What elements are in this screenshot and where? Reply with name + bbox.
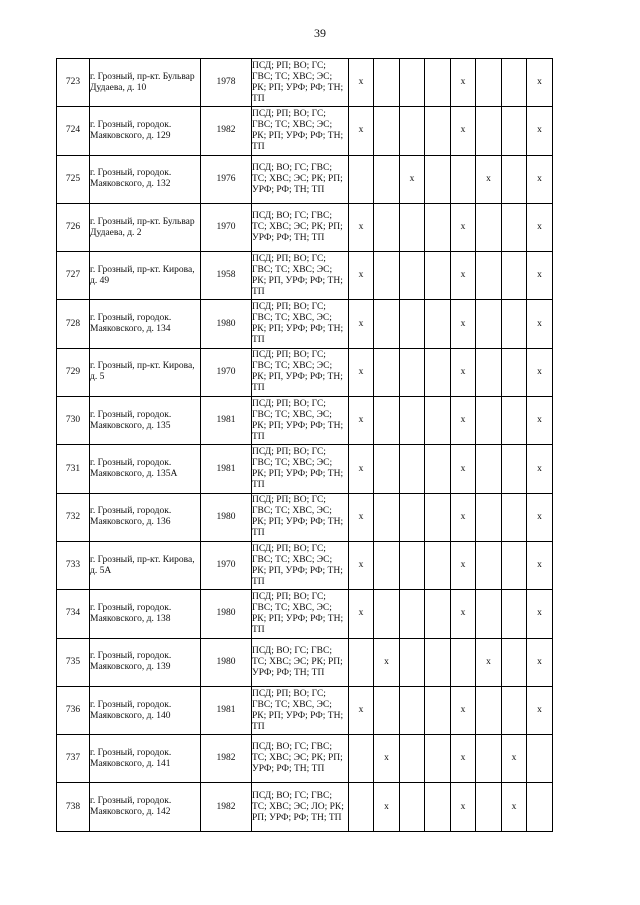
work-type-mark-cell [476,735,502,783]
services-list-cell: ПСД; РП; ВО; ГС; ГВС; ТС; ХВС, ЭС; РК; РП; УРФ; РФ; ТН; ТП [252,493,349,541]
work-type-mark-cell [400,348,425,396]
services-list-cell: ПСД; РП; ВО; ГС; ГВС; ТС; ХВС, ЭС; РК; РП; УРФ; РФ; ТН; ТП [252,686,349,734]
address-cell: г. Грозный, городок. Маяковского, д. 132 [90,155,201,203]
address-cell: г. Грозный, пр-кт. Кирова, д. 5А [90,541,201,589]
work-type-mark-cell: х [349,59,374,107]
work-type-mark-cell [527,735,553,783]
work-type-mark-cell [425,686,451,734]
table-row [57,638,553,686]
work-type-mark-cell [502,397,527,445]
work-type-mark-cell [502,638,527,686]
work-type-mark-cell [502,59,527,107]
row-number-cell: 726 [57,203,90,251]
table-row [57,493,553,541]
row-number-cell: 727 [57,252,90,300]
work-type-mark-cell: х [527,348,553,396]
year-built-cell: 1980 [201,590,252,638]
work-type-mark-cell [400,735,425,783]
work-type-mark-cell [527,783,553,831]
work-type-mark-cell [400,638,425,686]
work-type-mark-cell: х [527,541,553,589]
row-number-cell: 732 [57,493,90,541]
table-row [57,107,553,155]
year-built-cell: 1981 [201,397,252,445]
work-type-mark-cell [400,783,425,831]
address-cell: г. Грозный, городок. Маяковского, д. 140 [90,686,201,734]
work-type-mark-cell: х [451,541,476,589]
work-type-mark-cell [374,348,400,396]
year-built-cell: 1958 [201,252,252,300]
work-type-mark-cell: х [476,155,502,203]
table-row [57,541,553,589]
work-type-mark-cell [451,638,476,686]
work-type-mark-cell [476,397,502,445]
work-type-mark-cell [476,348,502,396]
work-type-mark-cell: х [374,783,400,831]
row-number-cell: 735 [57,638,90,686]
work-type-mark-cell: х [451,397,476,445]
building-registry-table [56,58,553,832]
services-list-cell: ПСД; ВО; ГС; ГВС; ТС; ХВС; ЭС; РК; РП; УРФ; РФ; ТН; ТП [252,735,349,783]
work-type-mark-cell: х [527,638,553,686]
work-type-mark-cell: х [527,590,553,638]
services-list-cell: ПСД; РП; ВО; ГС; ГВС; ТС; ХВС, ЭС; РК; РП; УРФ; РФ; ТН; ТП [252,397,349,445]
work-type-mark-cell: х [349,590,374,638]
work-type-mark-cell [374,686,400,734]
work-type-mark-cell [476,252,502,300]
work-type-mark-cell: х [451,59,476,107]
services-list-cell: ПСД; ВО; ГС; ГВС; ТС; ХВС; ЭС; РК; РП; УРФ; РФ; ТН; ТП [252,638,349,686]
work-type-mark-cell [502,252,527,300]
work-type-mark-cell: х [349,445,374,493]
work-type-mark-cell: х [349,493,374,541]
services-list-cell: ПСД; ВО; ГС; ГВС; ТС; ХВС; ЭС; РК; РП; УРФ; РФ; ТН; ТП [252,203,349,251]
year-built-cell: 1970 [201,541,252,589]
work-type-mark-cell: х [476,638,502,686]
year-built-cell: 1978 [201,59,252,107]
year-built-cell: 1982 [201,107,252,155]
work-type-mark-cell [425,155,451,203]
work-type-mark-cell [425,59,451,107]
row-number-cell: 728 [57,300,90,348]
work-type-mark-cell [374,203,400,251]
work-type-mark-cell: х [527,252,553,300]
row-number-cell: 723 [57,59,90,107]
work-type-mark-cell: х [349,348,374,396]
row-number-cell: 734 [57,590,90,638]
work-type-mark-cell: х [374,735,400,783]
year-built-cell: 1980 [201,300,252,348]
work-type-mark-cell [425,300,451,348]
work-type-mark-cell [502,541,527,589]
work-type-mark-cell [349,638,374,686]
work-type-mark-cell [476,300,502,348]
row-number-cell: 733 [57,541,90,589]
work-type-mark-cell: х [527,203,553,251]
work-type-mark-cell [374,107,400,155]
work-type-mark-cell [374,493,400,541]
work-type-mark-cell [425,397,451,445]
work-type-mark-cell [502,445,527,493]
services-list-cell: ПСД; РП; ВО; ГС; ГВС; ТС; ХВС; ЭС; РК; РП, УРФ; РФ; ТН; ТП [252,541,349,589]
year-built-cell: 1976 [201,155,252,203]
year-built-cell: 1970 [201,348,252,396]
table-row [57,783,553,831]
work-type-mark-cell: х [451,783,476,831]
services-list-cell: ПСД; РП; ВО; ГС; ГВС; ТС; ХВС, ЭС; РК; РП; УРФ; РФ; ТН; ТП [252,300,349,348]
work-type-mark-cell [400,445,425,493]
work-type-mark-cell [502,203,527,251]
work-type-mark-cell: х [451,300,476,348]
work-type-mark-cell [502,300,527,348]
work-type-mark-cell: х [451,348,476,396]
work-type-mark-cell: х [451,203,476,251]
work-type-mark-cell [374,300,400,348]
work-type-mark-cell: х [451,107,476,155]
work-type-mark-cell [476,107,502,155]
work-type-mark-cell [476,203,502,251]
work-type-mark-cell [374,541,400,589]
work-type-mark-cell: х [400,155,425,203]
address-cell: г. Грозный, городок. Маяковского, д. 134 [90,300,201,348]
year-built-cell: 1982 [201,783,252,831]
row-number-cell: 737 [57,735,90,783]
work-type-mark-cell [374,445,400,493]
year-built-cell: 1980 [201,638,252,686]
year-built-cell: 1970 [201,203,252,251]
row-number-cell: 731 [57,445,90,493]
work-type-mark-cell: х [349,107,374,155]
services-list-cell: ПСД; РП; ВО; ГС; ГВС; ТС; ХВС; ЭС; РК; РП, УРФ; РФ; ТН; ТП [252,348,349,396]
work-type-mark-cell [400,397,425,445]
table-row [57,348,553,396]
services-list-cell: ПСД; РП; ВО; ГС; ГВС; ТС; ХВС, ЭС; РК; РП; УРФ; РФ; ТН; ТП [252,590,349,638]
services-list-cell: ПСД; РП; ВО; ГС; ГВС; ТС; ХВС; ЭС; РК; РП, УРФ; РФ; ТН; ТП [252,252,349,300]
work-type-mark-cell: х [527,300,553,348]
work-type-mark-cell: х [451,493,476,541]
work-type-mark-cell [400,541,425,589]
year-built-cell: 1981 [201,445,252,493]
work-type-mark-cell [374,397,400,445]
address-cell: г. Грозный, пр-кт. Кирова, д. 49 [90,252,201,300]
work-type-mark-cell [425,107,451,155]
address-cell: г. Грозный, пр-кт. Бульвар Дудаева, д. 10 [90,59,201,107]
work-type-mark-cell [425,541,451,589]
row-number-cell: 725 [57,155,90,203]
work-type-mark-cell [400,203,425,251]
work-type-mark-cell: х [527,493,553,541]
row-number-cell: 730 [57,397,90,445]
work-type-mark-cell [400,590,425,638]
work-type-mark-cell [502,686,527,734]
table-row [57,155,553,203]
work-type-mark-cell [425,638,451,686]
table-row [57,397,553,445]
address-cell: г. Грозный, городок. Маяковского, д. 138 [90,590,201,638]
work-type-mark-cell: х [451,252,476,300]
work-type-mark-cell [400,252,425,300]
table-row [57,203,553,251]
work-type-mark-cell [425,590,451,638]
work-type-mark-cell: х [349,541,374,589]
work-type-mark-cell [400,493,425,541]
work-type-mark-cell: х [527,155,553,203]
work-type-mark-cell: х [527,445,553,493]
work-type-mark-cell: х [451,590,476,638]
work-type-mark-cell [374,252,400,300]
work-type-mark-cell: х [527,107,553,155]
work-type-mark-cell: х [349,203,374,251]
address-cell: г. Грозный, городок. Маяковского, д. 135 [90,397,201,445]
work-type-mark-cell [400,686,425,734]
services-list-cell: ПСД; РП; ВО; ГС; ГВС; ТС; ХВС; ЭС; РК; РП; УРФ; РФ; ТН; ТП [252,445,349,493]
table-row [57,59,553,107]
work-type-mark-cell [425,493,451,541]
work-type-mark-cell: х [527,59,553,107]
year-built-cell: 1982 [201,735,252,783]
table-row [57,252,553,300]
work-type-mark-cell: х [451,735,476,783]
row-number-cell: 736 [57,686,90,734]
table-row [57,735,553,783]
work-type-mark-cell [451,155,476,203]
work-type-mark-cell [400,107,425,155]
year-built-cell: 1981 [201,686,252,734]
work-type-mark-cell: х [349,252,374,300]
address-cell: г. Грозный, городок. Маяковского, д. 142 [90,783,201,831]
work-type-mark-cell [476,59,502,107]
work-type-mark-cell [374,590,400,638]
address-cell: г. Грозный, пр-кт. Кирова, д. 5 [90,348,201,396]
work-type-mark-cell [502,590,527,638]
work-type-mark-cell: х [451,445,476,493]
work-type-mark-cell [502,493,527,541]
work-type-mark-cell [502,348,527,396]
row-number-cell: 724 [57,107,90,155]
work-type-mark-cell [476,686,502,734]
services-list-cell: ПСД; РП; ВО; ГС; ГВС; ТС; ХВС; ЭС; РК; РП; УРФ; РФ; ТН; ТП [252,59,349,107]
work-type-mark-cell: х [349,300,374,348]
work-type-mark-cell [502,155,527,203]
work-type-mark-cell [476,541,502,589]
work-type-mark-cell [425,445,451,493]
work-type-mark-cell [349,783,374,831]
work-type-mark-cell [502,107,527,155]
row-number-cell: 729 [57,348,90,396]
work-type-mark-cell: х [451,686,476,734]
services-list-cell: ПСД; РП; ВО; ГС; ГВС; ТС; ХВС; ЭС; РК; РП; УРФ; РФ; ТН; ТП [252,107,349,155]
table-row [57,686,553,734]
work-type-mark-cell [476,590,502,638]
work-type-mark-cell [476,445,502,493]
work-type-mark-cell [425,203,451,251]
work-type-mark-cell [400,59,425,107]
address-cell: г. Грозный, городок. Маяковского, д. 139 [90,638,201,686]
address-cell: г. Грозный, городок. Маяковского, д. 136 [90,493,201,541]
table-row [57,445,553,493]
work-type-mark-cell [374,155,400,203]
work-type-mark-cell: х [502,735,527,783]
address-cell: г. Грозный, городок. Маяковского, д. 141 [90,735,201,783]
year-built-cell: 1980 [201,493,252,541]
table-row [57,590,553,638]
work-type-mark-cell: х [527,686,553,734]
work-type-mark-cell [374,59,400,107]
work-type-mark-cell [425,252,451,300]
table-row [57,300,553,348]
work-type-mark-cell [476,783,502,831]
work-type-mark-cell: х [502,783,527,831]
work-type-mark-cell: х [349,686,374,734]
work-type-mark-cell [425,735,451,783]
address-cell: г. Грозный, городок. Маяковского, д. 129 [90,107,201,155]
address-cell: г. Грозный, пр-кт. Бульвар Дудаева, д. 2 [90,203,201,251]
work-type-mark-cell [425,783,451,831]
address-cell: г. Грозный, городок. Маяковского, д. 135А [90,445,201,493]
work-type-mark-cell [349,735,374,783]
work-type-mark-cell: х [349,397,374,445]
services-list-cell: ПСД; ВО; ГС; ГВС; ТС; ХВС; ЭС; РК; РП; УРФ; РФ; ТН; ТП [252,155,349,203]
work-type-mark-cell [476,493,502,541]
services-list-cell: ПСД; ВО; ГС; ГВС; ТС; ХВС; ЭС; ЛО; РК; РП; УРФ; РФ; ТН; ТП [252,783,349,831]
work-type-mark-cell: х [374,638,400,686]
work-type-mark-cell [400,300,425,348]
work-type-mark-cell [349,155,374,203]
work-type-mark-cell: х [527,397,553,445]
row-number-cell: 738 [57,783,90,831]
page-number: 39 [314,26,326,40]
work-type-mark-cell [425,348,451,396]
